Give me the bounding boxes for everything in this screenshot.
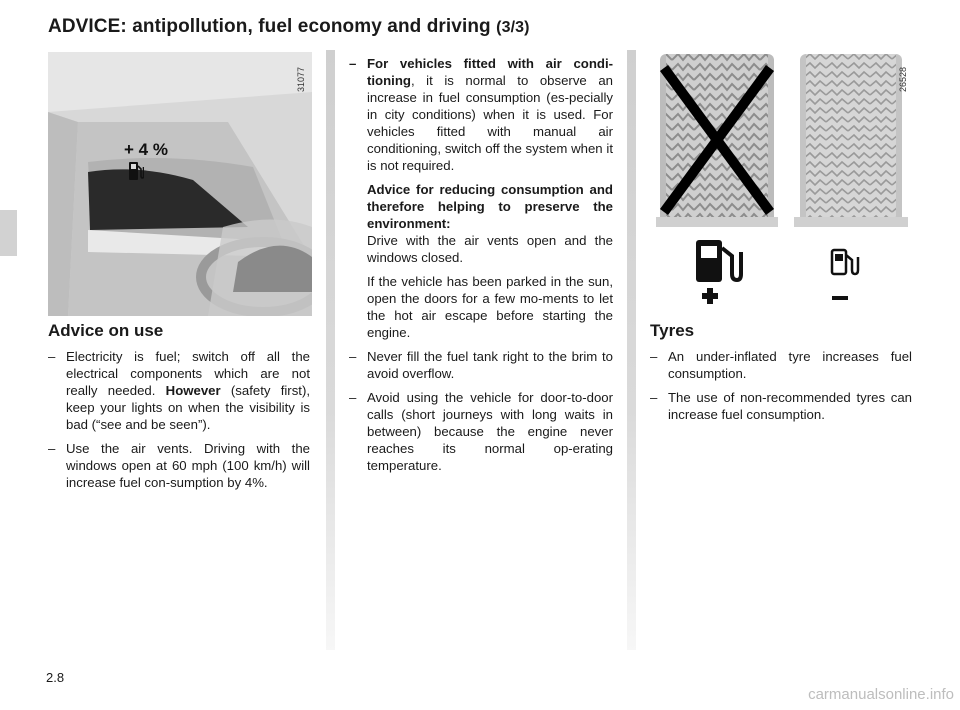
list-dash: – xyxy=(349,56,357,71)
list-item xyxy=(349,348,613,382)
title-text: ADVICE: antipollution, fuel economy and driving xyxy=(48,16,491,37)
consumption-percent: + 4 % xyxy=(124,140,168,159)
consumption-label xyxy=(124,140,168,182)
list-item xyxy=(349,55,613,174)
page-number: 2.8 xyxy=(46,670,65,685)
item-text: Use the air vents. Driving with the windows open at 60 mph (100 km/h) will increase fuel con-sumption by 4%. xyxy=(66,441,310,490)
item-text: An under-inflated tyre increases fuel consumption. xyxy=(668,349,912,381)
image-reference-left: 31077 xyxy=(296,66,306,92)
item-text: Electricity is fuel; switch off all the electrical components which are not really needed. xyxy=(66,349,310,398)
advice-heading: Advice on use xyxy=(48,321,164,340)
list-item xyxy=(650,389,912,423)
list-item xyxy=(650,348,912,382)
watermark: carmanualsonline.info xyxy=(808,686,954,703)
list-dash: – xyxy=(349,349,357,364)
image-reference-right: 26528 xyxy=(898,66,908,92)
item-text: Avoid using the vehicle for door-to-door calls (short journeys with long waits in between) because the engine never reaches its normal op-erating temperature. xyxy=(367,390,613,473)
fuel-decrease-graphic xyxy=(828,248,862,304)
title-part: (3/3) xyxy=(496,19,530,36)
car-window-image xyxy=(48,52,312,316)
list-item xyxy=(48,440,310,491)
advice-text: Drive with the air vents open and the windows closed. xyxy=(367,233,613,265)
advice-list xyxy=(48,348,310,498)
tyres-list xyxy=(650,348,912,430)
list-item xyxy=(349,389,613,474)
item-text: (safety first), keep your lights on when the visibility is bad (“see and be seen”). xyxy=(66,383,311,432)
fuel-increase-graphic xyxy=(690,236,750,306)
section-tab xyxy=(0,210,17,256)
item-text: The use of non-recommended tyres can increase fuel consumption. xyxy=(668,390,912,422)
advice-title: Advice for reducing consumption and therefore helping to preserve the environment: xyxy=(367,182,613,231)
list-dash: – xyxy=(349,390,357,405)
middle-column xyxy=(349,55,613,481)
car-window-interior-icon xyxy=(48,52,312,316)
column-divider xyxy=(326,50,335,650)
list-item xyxy=(48,348,310,433)
list-dash: – xyxy=(650,349,658,364)
consumption-advice xyxy=(349,181,613,266)
list-dash: – xyxy=(48,349,56,364)
fuel-pump-icon xyxy=(828,248,862,304)
column-divider xyxy=(627,50,636,650)
item-text: Never fill the fuel tank right to the brim to avoid overflow. xyxy=(367,349,613,381)
item-emphasis: However xyxy=(165,383,221,398)
item-emphasis: For vehicles fitted with air condi-tioning xyxy=(367,56,613,88)
page-title xyxy=(48,16,530,38)
tyres-heading: Tyres xyxy=(650,321,695,340)
list-dash: – xyxy=(650,390,658,405)
fuel-pump-icon xyxy=(128,160,144,182)
item-text: , it is normal to observe an increase in fuel consumption (es-pecially in city conditions) when it is used. For vehicles fitted with manual air conditioning, switch off the system when it is not required. xyxy=(367,73,613,173)
fuel-pump-icon xyxy=(690,236,750,306)
list-dash: – xyxy=(48,441,56,456)
parked-advice: If the vehicle has been parked in the sun, open the doors for a few mo-ments to let the hot air escape before starting the engine. xyxy=(367,274,613,340)
